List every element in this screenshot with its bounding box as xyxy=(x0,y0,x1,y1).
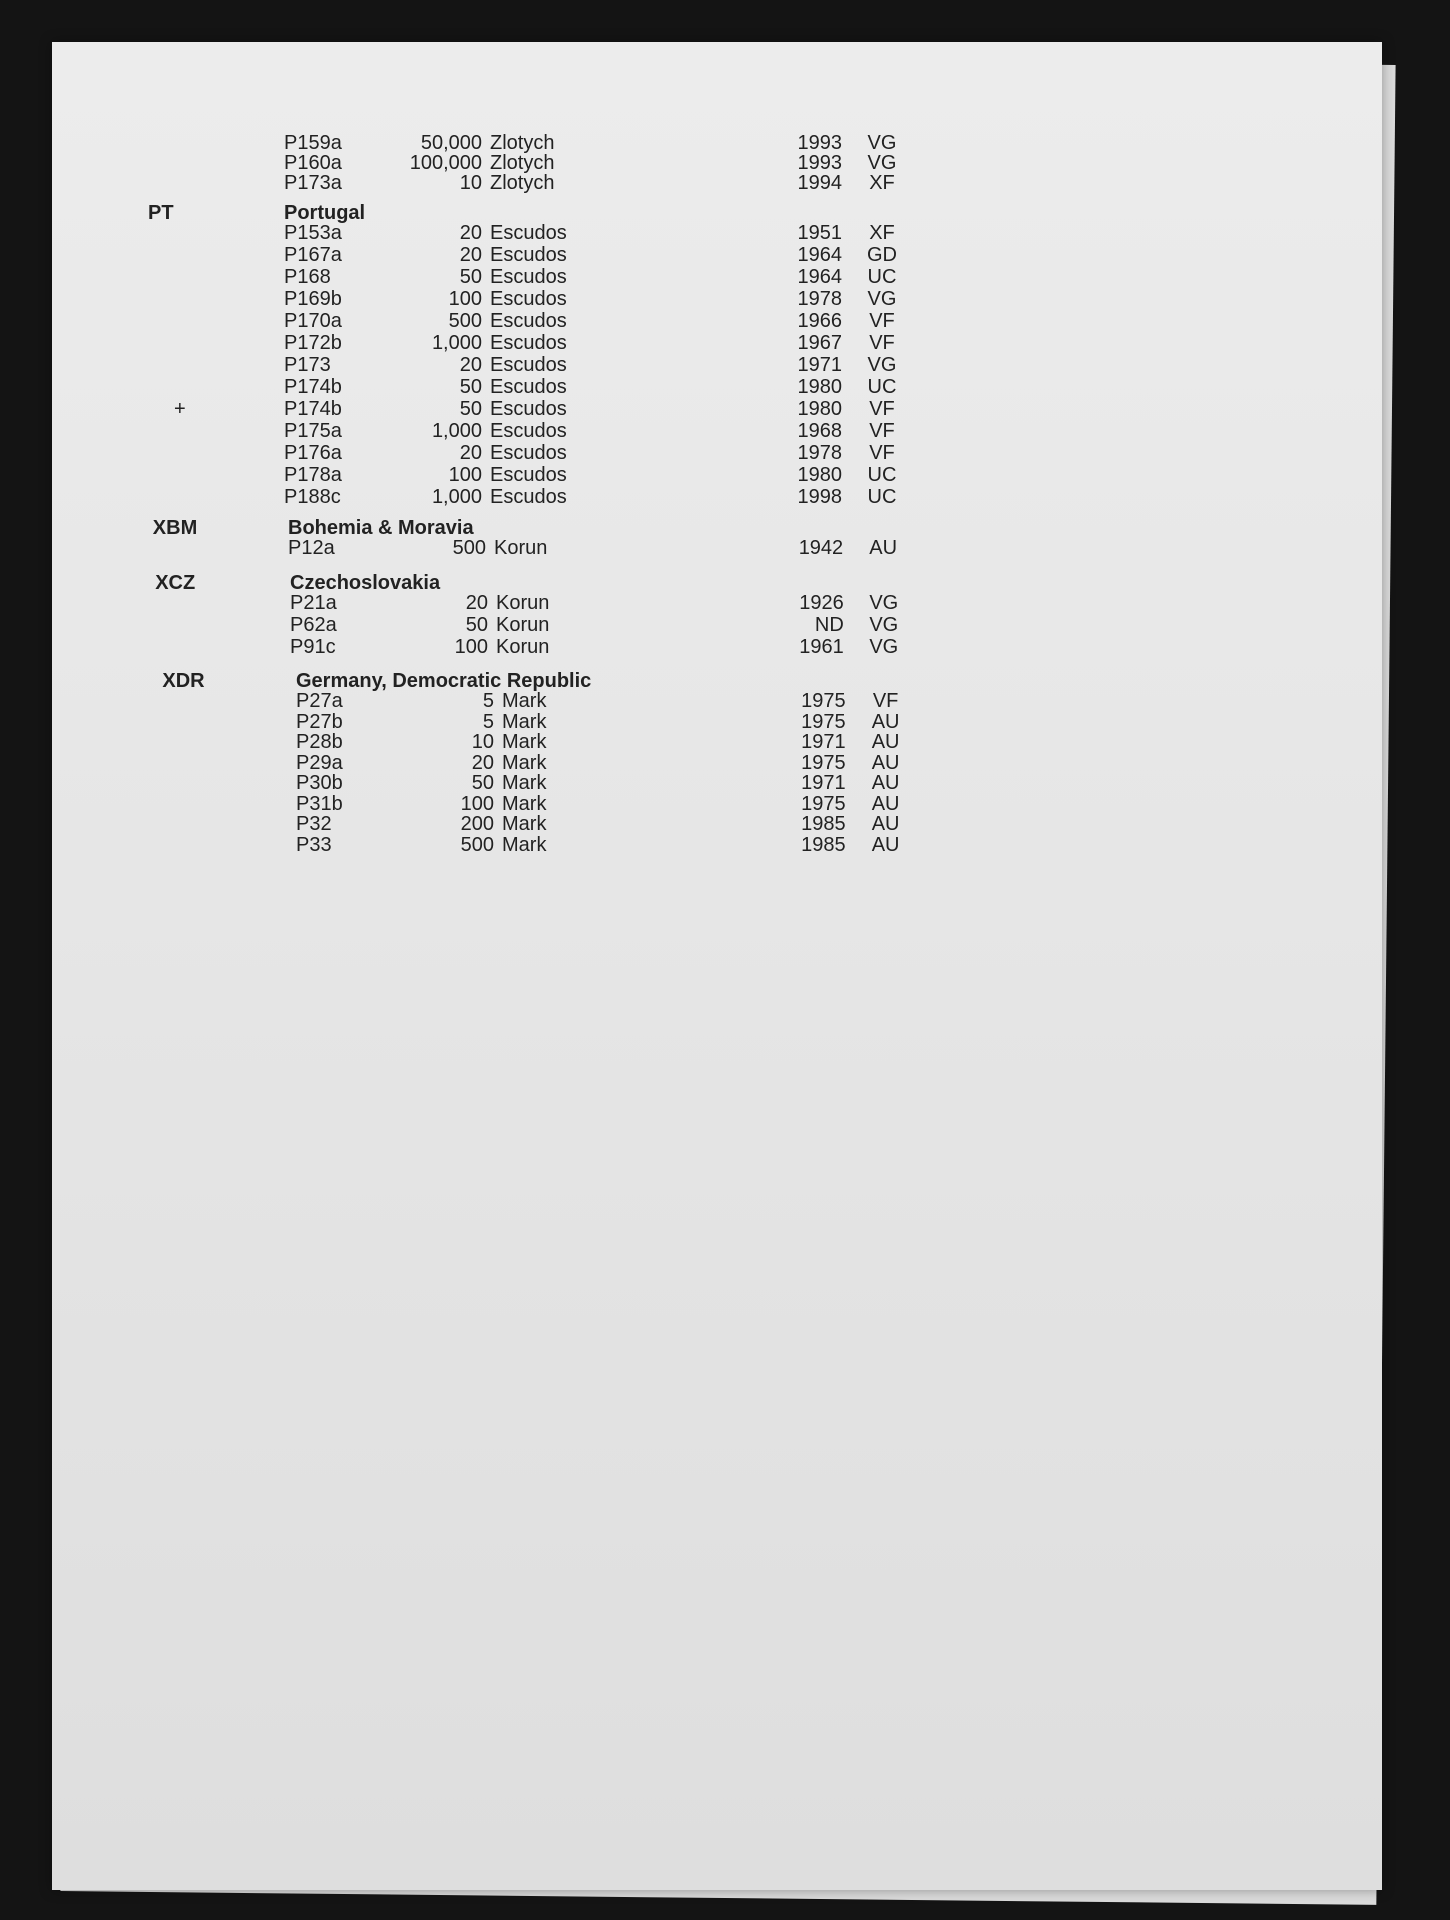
condition-grade: VF xyxy=(869,420,895,442)
issue-year: 1961 xyxy=(799,636,844,658)
condition-grade: UC xyxy=(867,266,897,288)
issue-year: 1971 xyxy=(801,731,846,753)
denomination-amount: 5 xyxy=(482,710,494,733)
row-mark: + xyxy=(174,398,186,420)
issue-year: 1993 xyxy=(797,152,842,174)
issue-year: 1942 xyxy=(798,537,844,559)
catalog-number: P169b xyxy=(284,288,342,310)
denomination-amount: 50,000 xyxy=(420,132,482,154)
denomination-amount: 50 xyxy=(459,398,482,420)
condition-grade: UC xyxy=(867,464,897,486)
issue-year: 1998 xyxy=(797,486,842,508)
condition-grade: AU xyxy=(869,537,898,559)
issue-year: 1968 xyxy=(797,420,842,442)
denomination-amount: 100 xyxy=(460,792,494,815)
condition-grade: AU xyxy=(871,813,900,835)
catalog-number: P167a xyxy=(284,244,342,266)
condition-grade: GD xyxy=(867,244,897,266)
issue-year: 1985 xyxy=(801,833,846,856)
condition-grade: XF xyxy=(869,222,895,244)
denomination-unit: Escudos xyxy=(490,398,567,420)
catalog-number: P21a xyxy=(290,592,337,614)
denomination-unit: Mark xyxy=(502,751,547,774)
denomination-unit: Korun xyxy=(494,537,548,559)
country-name: Bohemia & Moravia xyxy=(288,517,474,539)
issue-year: ND xyxy=(814,614,844,636)
denomination-unit: Zlotych xyxy=(490,172,555,194)
condition-grade: AU xyxy=(871,751,900,774)
listing-row xyxy=(52,834,1382,860)
condition-grade: XF xyxy=(869,172,895,194)
issue-year: 1964 xyxy=(797,244,842,266)
denomination-amount: 50 xyxy=(471,772,494,794)
denomination-unit: Mark xyxy=(502,690,547,712)
condition-grade: UC xyxy=(867,486,897,508)
country-code: XCZ xyxy=(155,572,196,594)
issue-year: 1926 xyxy=(799,592,844,614)
condition-grade: VG xyxy=(867,354,897,376)
catalog-number: P62a xyxy=(290,614,337,636)
catalog-number: P33 xyxy=(296,833,332,856)
denomination-unit: Escudos xyxy=(490,266,567,288)
issue-year: 1980 xyxy=(797,464,842,486)
condition-grade: VG xyxy=(869,614,899,636)
condition-grade: VF xyxy=(869,398,895,420)
issue-year: 1967 xyxy=(797,332,842,354)
country-code: PT xyxy=(148,202,174,224)
denomination-unit: Korun xyxy=(496,636,550,658)
issue-year: 1975 xyxy=(801,690,846,712)
catalog-number: P168 xyxy=(284,266,331,288)
denomination-amount: 10 xyxy=(471,731,494,753)
denomination-amount: 100,000 xyxy=(409,152,482,174)
issue-year: 1971 xyxy=(801,772,846,794)
condition-grade: AU xyxy=(871,833,900,856)
denomination-amount: 500 xyxy=(460,833,494,856)
condition-grade: VG xyxy=(867,132,897,154)
issue-year: 1951 xyxy=(797,222,842,244)
issue-year: 1978 xyxy=(797,442,842,464)
denomination-amount: 50 xyxy=(465,614,488,636)
condition-grade: VG xyxy=(869,636,899,658)
denomination-unit: Mark xyxy=(502,792,547,815)
denomination-amount: 20 xyxy=(459,222,482,244)
catalog-number: P91c xyxy=(290,636,336,658)
denomination-unit: Zlotych xyxy=(490,152,555,174)
catalog-number: P173 xyxy=(284,354,331,376)
denomination-amount: 1,000 xyxy=(431,420,482,442)
denomination-unit: Escudos xyxy=(490,464,567,486)
denomination-amount: 10 xyxy=(459,172,482,194)
denomination-unit: Escudos xyxy=(490,288,567,310)
country-code: XBM xyxy=(152,517,198,539)
denomination-unit: Mark xyxy=(502,833,547,856)
condition-grade: AU xyxy=(871,772,900,794)
catalog-number: P174b xyxy=(284,376,342,398)
denomination-unit: Escudos xyxy=(490,420,567,442)
catalog-number: P172b xyxy=(284,332,342,354)
issue-year: 1994 xyxy=(797,172,842,194)
denomination-unit: Korun xyxy=(496,592,550,614)
country-name: Germany, Democratic Republic xyxy=(296,670,592,692)
denomination-amount: 100 xyxy=(448,464,482,486)
denomination-amount: 5 xyxy=(482,690,494,712)
issue-year: 1971 xyxy=(797,354,842,376)
denomination-amount: 1,000 xyxy=(431,486,482,508)
denomination-amount: 500 xyxy=(448,310,482,332)
condition-grade: VF xyxy=(869,442,895,464)
catalog-number: P31b xyxy=(296,792,343,815)
denomination-amount: 1,000 xyxy=(431,332,482,354)
denomination-amount: 50 xyxy=(459,266,482,288)
catalog-number: P29a xyxy=(296,751,343,774)
denomination-amount: 20 xyxy=(459,354,482,376)
denomination-unit: Mark xyxy=(502,813,547,835)
condition-grade: VF xyxy=(869,332,895,354)
issue-year: 1964 xyxy=(797,266,842,288)
country-name: Czechoslovakia xyxy=(290,572,441,594)
condition-grade: AU xyxy=(871,731,900,753)
denomination-unit: Escudos xyxy=(490,376,567,398)
country-code: XDR xyxy=(162,670,205,692)
denomination-unit: Escudos xyxy=(490,354,567,376)
denomination-amount: 20 xyxy=(465,592,488,614)
catalog-number: P12a xyxy=(288,537,335,559)
issue-year: 1980 xyxy=(797,398,842,420)
denomination-unit: Mark xyxy=(502,710,547,733)
denomination-unit: Escudos xyxy=(490,310,567,332)
denomination-amount: 200 xyxy=(460,813,494,835)
denomination-amount: 500 xyxy=(452,537,486,559)
country-name: Portugal xyxy=(284,202,366,224)
denomination-unit: Escudos xyxy=(490,442,567,464)
condition-grade: UC xyxy=(867,376,897,398)
catalog-number: P30b xyxy=(296,772,343,794)
catalog-number: P174b xyxy=(284,398,342,420)
issue-year: 1980 xyxy=(797,376,842,398)
denomination-unit: Escudos xyxy=(490,222,567,244)
catalog-number: P173a xyxy=(284,172,342,194)
catalog-number: P28b xyxy=(296,731,343,753)
denomination-unit: Zlotych xyxy=(490,132,555,154)
denomination-unit: Escudos xyxy=(490,486,567,508)
catalog-number: P175a xyxy=(284,420,342,442)
catalog-number: P27b xyxy=(296,710,343,733)
catalog-number: P153a xyxy=(284,222,342,244)
catalog-number: P32 xyxy=(296,813,332,835)
condition-grade: VG xyxy=(867,152,897,174)
denomination-unit: Korun xyxy=(496,614,550,636)
issue-year: 1966 xyxy=(797,310,842,332)
listing-row xyxy=(52,172,1382,198)
denomination-unit: Escudos xyxy=(490,332,567,354)
issue-year: 1975 xyxy=(801,751,846,774)
issue-year: 1993 xyxy=(797,132,842,154)
condition-grade: VF xyxy=(872,690,899,712)
issue-year: 1978 xyxy=(797,288,842,310)
denomination-amount: 20 xyxy=(459,244,482,266)
condition-grade: AU xyxy=(871,792,900,815)
denomination-amount: 100 xyxy=(454,636,488,658)
denomination-unit: Mark xyxy=(502,731,547,753)
denomination-unit: Escudos xyxy=(490,244,567,266)
denomination-amount: 100 xyxy=(448,288,482,310)
listing-row xyxy=(52,636,1382,662)
catalog-number: P159a xyxy=(284,132,342,154)
denomination-amount: 50 xyxy=(459,376,482,398)
catalog-number: P188c xyxy=(284,486,341,508)
listing-row xyxy=(52,486,1382,512)
denomination-amount: 20 xyxy=(459,442,482,464)
catalog-number: P170a xyxy=(284,310,342,332)
denomination-amount: 20 xyxy=(471,751,494,774)
denomination-unit: Mark xyxy=(502,772,547,794)
issue-year: 1975 xyxy=(801,710,846,733)
listing-row xyxy=(52,537,1382,563)
condition-grade: VF xyxy=(869,310,895,332)
document-page xyxy=(52,42,1382,1890)
catalog-number: P27a xyxy=(296,690,343,712)
condition-grade: VG xyxy=(867,288,897,310)
issue-year: 1975 xyxy=(801,792,846,815)
catalog-number: P160a xyxy=(284,152,342,174)
issue-year: 1985 xyxy=(801,813,846,835)
condition-grade: VG xyxy=(869,592,899,614)
condition-grade: AU xyxy=(871,710,900,733)
catalog-number: P178a xyxy=(284,464,342,486)
catalog-number: P176a xyxy=(284,442,342,464)
